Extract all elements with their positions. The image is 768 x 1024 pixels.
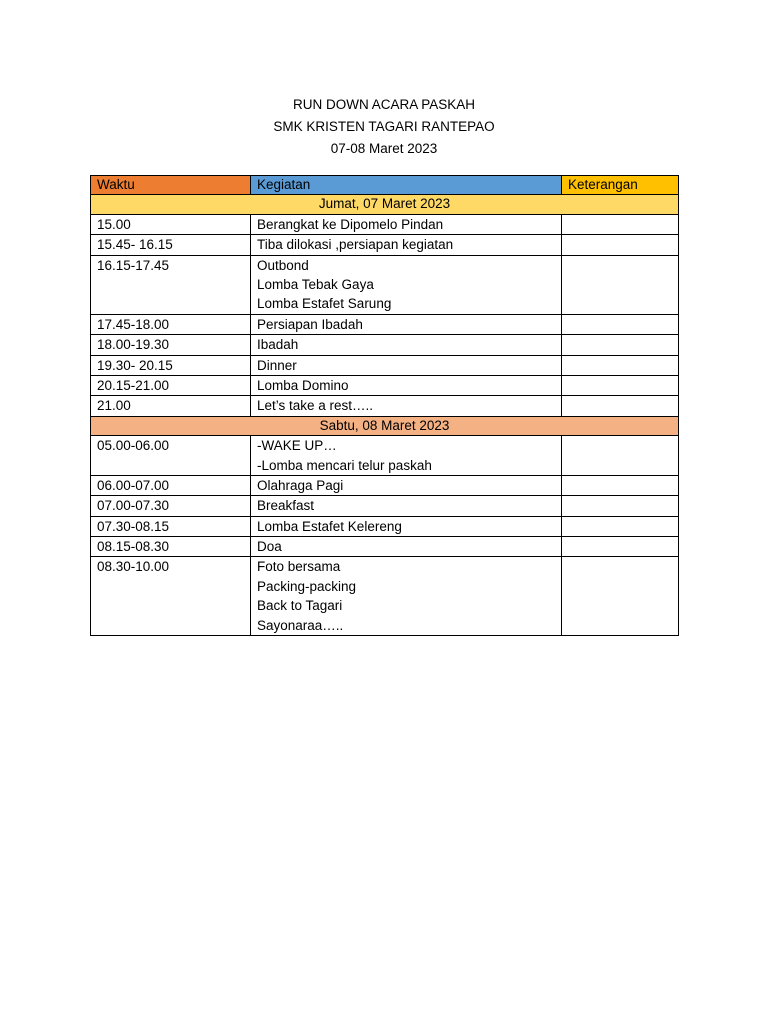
- time-text: 07.00-07.30: [97, 498, 170, 514]
- time-text: 08.15-08.30: [97, 539, 170, 555]
- cell-kegiatan: [251, 335, 562, 355]
- table-row: [91, 516, 679, 536]
- table-row: [91, 436, 679, 476]
- activity-text: Sayonaraa…..: [257, 617, 344, 633]
- cell-kegiatan: [251, 557, 562, 636]
- table-row: [91, 255, 679, 314]
- time-text: 08.30-10.00: [97, 559, 170, 575]
- cell-waktu: [91, 436, 251, 476]
- table-row: [91, 335, 679, 355]
- time-text: 06.00-07.00: [97, 477, 170, 493]
- table-row: [91, 214, 679, 234]
- cell-waktu: [91, 496, 251, 516]
- cell-waktu: [91, 335, 251, 355]
- column-header-keterangan: Keterangan: [562, 176, 679, 195]
- cell-kegiatan: [251, 537, 562, 557]
- table-row: [91, 557, 679, 636]
- cell-keterangan: [562, 214, 679, 234]
- cell-keterangan: [562, 496, 679, 516]
- activity-text: Ibadah: [257, 337, 299, 353]
- table-row: [91, 375, 679, 395]
- cell-waktu: [91, 516, 251, 536]
- table-row: [91, 396, 679, 416]
- cell-kegiatan: [251, 396, 562, 416]
- cell-kegiatan: [251, 235, 562, 255]
- cell-waktu: [91, 475, 251, 495]
- activity-text: Lomba Domino: [257, 377, 349, 393]
- time-text: 21.00: [97, 398, 131, 414]
- activity-text: Back to Tagari: [257, 598, 343, 614]
- time-text: 20.15-21.00: [97, 377, 170, 393]
- school-name: SMK KRISTEN TAGARI RANTEPAO: [273, 119, 495, 134]
- time-text: 19.30- 20.15: [97, 357, 173, 373]
- cell-kegiatan: [251, 355, 562, 375]
- cell-kegiatan: [251, 375, 562, 395]
- cell-kegiatan: [251, 314, 562, 334]
- cell-waktu: [91, 375, 251, 395]
- table-row: [91, 355, 679, 375]
- activity-text: Foto bersama: [257, 559, 341, 575]
- cell-keterangan: [562, 355, 679, 375]
- time-text: 07.30-08.15: [97, 518, 170, 534]
- activity-text: Lomba Estafet Sarung: [257, 296, 392, 312]
- cell-kegiatan: [251, 496, 562, 516]
- activity-text: -WAKE UP…: [257, 438, 337, 454]
- cell-keterangan: [562, 516, 679, 536]
- activity-text: Persiapan Ibadah: [257, 316, 363, 332]
- time-text: 17.45-18.00: [97, 316, 170, 332]
- day-section-row: [91, 416, 679, 435]
- activity-text: Olahraga Pagi: [257, 477, 344, 493]
- table-row: [91, 314, 679, 334]
- time-text: 16.15-17.45: [97, 257, 170, 273]
- activity-text: -Lomba mencari telur paskah: [257, 457, 432, 473]
- cell-keterangan: [562, 255, 679, 314]
- activity-text: Packing-packing: [257, 578, 357, 594]
- time-text: 15.00: [97, 216, 131, 232]
- cell-kegiatan: [251, 255, 562, 314]
- cell-waktu: [91, 537, 251, 557]
- day-section-row: [91, 195, 679, 214]
- time-text: 15.45- 16.15: [97, 237, 173, 253]
- cell-kegiatan: [251, 436, 562, 476]
- column-header-waktu: Waktu: [91, 176, 251, 195]
- cell-keterangan: [562, 335, 679, 355]
- table-row: [91, 235, 679, 255]
- rundown-table: [90, 175, 679, 636]
- activity-text: Lomba Estafet Kelereng: [257, 518, 402, 534]
- activity-text: Doa: [257, 539, 282, 555]
- cell-waktu: [91, 396, 251, 416]
- table-header-row: [91, 176, 679, 195]
- cell-keterangan: [562, 375, 679, 395]
- day-label: Jumat, 07 Maret 2023: [91, 195, 679, 214]
- cell-keterangan: [562, 396, 679, 416]
- activity-text: Breakfast: [257, 498, 315, 514]
- cell-waktu: [91, 235, 251, 255]
- cell-waktu: [91, 355, 251, 375]
- cell-keterangan: [562, 557, 679, 636]
- cell-keterangan: [562, 537, 679, 557]
- event-dates: 07-08 Maret 2023: [330, 141, 438, 156]
- table-row: [91, 537, 679, 557]
- cell-kegiatan: [251, 475, 562, 495]
- column-header-kegiatan: Kegiatan: [251, 176, 562, 195]
- cell-waktu: [91, 255, 251, 314]
- cell-keterangan: [562, 436, 679, 476]
- activity-text: Lomba Tebak Gaya: [257, 276, 374, 292]
- table-row: [91, 475, 679, 495]
- cell-kegiatan: [251, 214, 562, 234]
- day-label: Sabtu, 08 Maret 2023: [91, 416, 679, 435]
- title-block: [0, 94, 768, 160]
- cell-keterangan: [562, 314, 679, 334]
- time-text: 05.00-06.00: [97, 438, 170, 454]
- table-body: [91, 195, 679, 636]
- cell-waktu: [91, 557, 251, 636]
- activity-text: Let’s take a rest…..: [257, 398, 374, 414]
- time-text: 18.00-19.30: [97, 337, 170, 353]
- activity-text: Dinner: [257, 357, 297, 373]
- document-title: RUN DOWN ACARA PASKAH: [292, 97, 476, 112]
- cell-keterangan: [562, 475, 679, 495]
- cell-keterangan: [562, 235, 679, 255]
- cell-waktu: [91, 314, 251, 334]
- activity-text: Tiba dilokasi ,persiapan kegiatan: [257, 237, 454, 253]
- table-row: [91, 496, 679, 516]
- cell-waktu: [91, 214, 251, 234]
- cell-kegiatan: [251, 516, 562, 536]
- activity-text: Berangkat ke Dipomelo Pindan: [257, 216, 444, 232]
- activity-text: Outbond: [257, 257, 309, 273]
